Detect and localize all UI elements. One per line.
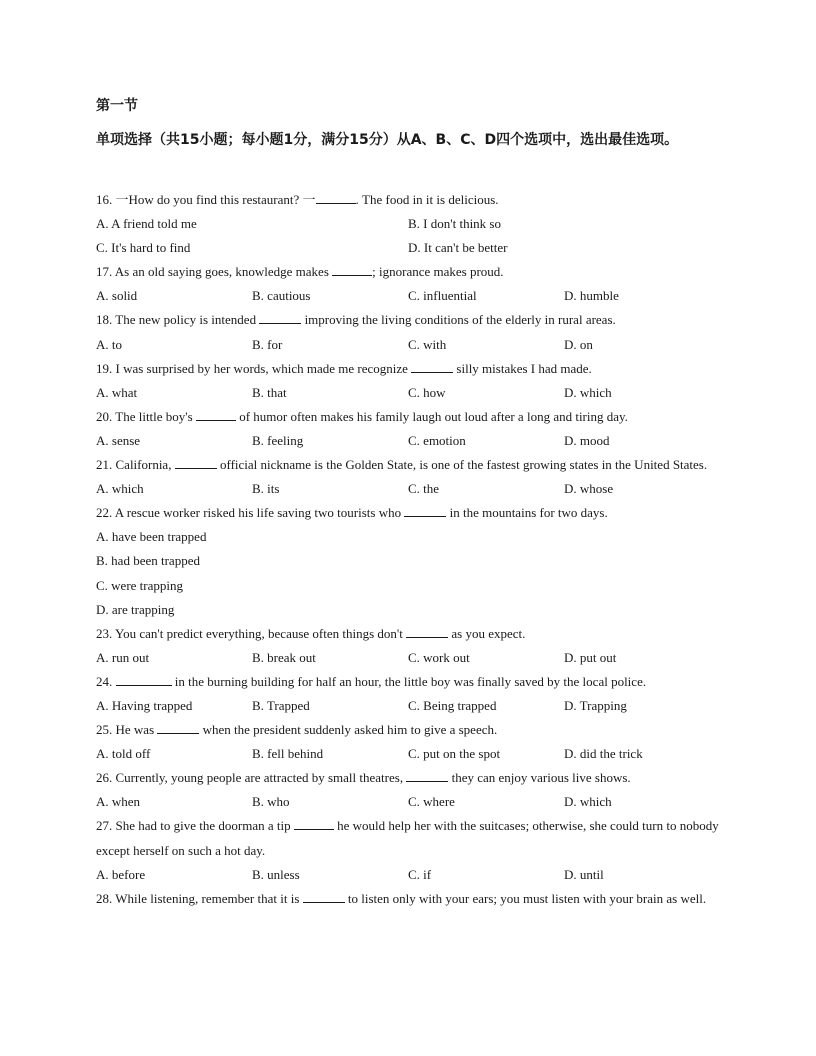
question-stem	[96, 622, 724, 646]
stem-text: 17. As an old saying goes, knowledge makes	[96, 264, 333, 280]
option-b: B. Trapped	[252, 697, 310, 713]
stem-text: improving the living conditions of the elderly in rural areas.	[301, 312, 616, 328]
option-b: B. for	[252, 336, 283, 352]
answer-blank	[175, 454, 217, 469]
option-c: C. put on the spot	[408, 746, 501, 762]
option-b: B. its	[252, 481, 280, 497]
stem-text: of humor often makes his family laugh out loud after a long and tiring day.	[235, 408, 628, 424]
answer-blank	[332, 261, 372, 276]
question-stem	[96, 501, 724, 525]
option-c: C. where	[408, 794, 455, 810]
question-item	[96, 622, 724, 670]
stem-text: silly mistakes I had made.	[453, 360, 592, 376]
option-a: A. A friend told me	[96, 216, 197, 232]
option-d: D. which	[564, 794, 612, 810]
question-item	[96, 670, 724, 718]
answer-blank	[196, 406, 236, 421]
question-item	[96, 405, 724, 453]
option-d: D. which	[564, 384, 612, 400]
answer-blank	[303, 888, 345, 903]
option-d: D. put out	[564, 649, 617, 665]
stem-text: 16. 一How do you find this restaurant? 一	[96, 192, 316, 207]
option-a: A. have been trapped	[96, 529, 207, 545]
question-stem	[96, 766, 724, 790]
option-a: A. which	[96, 481, 144, 497]
question-item	[96, 260, 724, 308]
options-row	[96, 790, 724, 814]
option-c: C. influential	[408, 288, 477, 304]
option-b: B. fell behind	[252, 746, 324, 762]
stem-text: 21. California,	[96, 457, 175, 473]
stem-text: 20. The little boy's	[96, 408, 196, 424]
stem-text: 18. The new policy is intended	[96, 312, 260, 328]
options-row	[96, 284, 724, 308]
stem-text: to listen only with your ears; you must listen with your brain as well.	[344, 890, 707, 906]
question-item	[96, 357, 724, 405]
question-stem	[96, 260, 724, 284]
stem-text: when the president suddenly asked him to give a speech.	[199, 722, 498, 738]
options-row	[96, 598, 724, 622]
options-row	[96, 525, 724, 549]
option-d: D. humble	[564, 288, 619, 304]
stem-text: 22. A rescue worker risked his life saving two tourists who	[96, 505, 405, 521]
stem-text: 23. You can't predict everything, because often things don't	[96, 625, 407, 641]
stem-text: 24.	[96, 673, 116, 689]
question-list	[96, 188, 724, 911]
option-d: D. It can't be better	[408, 240, 508, 256]
option-d: D. mood	[564, 432, 610, 448]
option-a: A. when	[96, 794, 141, 810]
stem-text: 27. She had to give the doorman a tip	[96, 818, 294, 834]
question-stem	[96, 188, 724, 212]
question-item	[96, 887, 724, 911]
option-d: D. until	[564, 866, 604, 882]
option-b: B. cautious	[252, 288, 311, 304]
question-item	[96, 188, 724, 260]
answer-blank	[116, 671, 172, 686]
option-b: B. unless	[252, 866, 300, 882]
question-stem	[96, 357, 724, 381]
stem-text: ; ignorance makes proud.	[372, 264, 504, 280]
option-c: C. how	[408, 384, 446, 400]
option-d: D. on	[564, 336, 593, 352]
question-stem	[96, 405, 724, 429]
option-b: B. that	[252, 384, 287, 400]
option-b: B. I don't think so	[408, 216, 501, 232]
stem-text: . The food in it is delicious.	[355, 192, 499, 207]
stem-text: 25. He was	[96, 722, 158, 738]
option-b: B. feeling	[252, 432, 304, 448]
stem-text: in the burning building for half an hour, the little boy was finally saved by the local police.	[171, 673, 647, 689]
stem-text: 28. While listening, remember that it is	[96, 890, 303, 906]
option-c: C. the	[408, 481, 440, 497]
stem-text: in the mountains for two days.	[446, 505, 608, 521]
option-c: C. if	[408, 866, 432, 882]
question-item	[96, 501, 724, 621]
option-a: A. to	[96, 336, 122, 352]
options-row	[96, 574, 724, 598]
options-row	[96, 333, 724, 357]
option-a: A. Having trapped	[96, 697, 193, 713]
options-row	[96, 212, 724, 236]
question-stem	[96, 887, 724, 911]
answer-blank	[157, 719, 199, 734]
stem-text: official nickname is the Golden State, is one of the fastest growing states in the United States.	[216, 457, 708, 473]
stem-text: he would help her with the suitcases; otherwise, she could turn to nobody except herself on such a hot day.	[96, 818, 719, 858]
stem-text: 26. Currently, young people are attracted by small theatres,	[96, 770, 407, 786]
options-row	[96, 863, 724, 887]
option-a: A. what	[96, 384, 138, 400]
question-stem	[96, 670, 724, 694]
option-a: A. run out	[96, 649, 150, 665]
section-instructions: 单项选择（共15小题；每小题1分，满分15分）从A、B、C、D四个选项中，选出最佳选项。	[96, 132, 679, 148]
option-b: B. had been trapped	[96, 553, 200, 569]
option-a: A. solid	[96, 288, 138, 304]
option-d: D. whose	[564, 481, 614, 497]
question-item	[96, 718, 724, 766]
answer-blank	[404, 502, 446, 517]
question-item	[96, 766, 724, 814]
option-d: D. Trapping	[564, 697, 627, 713]
option-c: C. with	[408, 336, 447, 352]
options-row	[96, 381, 724, 405]
options-row	[96, 236, 724, 260]
option-c: C. Being trapped	[408, 697, 497, 713]
question-item	[96, 814, 724, 886]
question-stem	[96, 308, 724, 332]
answer-blank	[406, 623, 448, 638]
question-stem	[96, 718, 724, 742]
options-row	[96, 742, 724, 766]
option-a: A. before	[96, 866, 146, 882]
question-stem	[96, 453, 724, 477]
answer-blank	[316, 189, 356, 204]
option-b: B. break out	[252, 649, 316, 665]
option-c: C. It's hard to find	[96, 240, 191, 256]
options-row	[96, 477, 724, 501]
option-a: A. told off	[96, 746, 151, 762]
answer-blank	[294, 815, 334, 830]
question-item	[96, 453, 724, 501]
options-row	[96, 549, 724, 573]
answer-blank	[259, 309, 301, 324]
option-c: C. work out	[408, 649, 470, 665]
options-row	[96, 694, 724, 718]
answer-blank	[411, 358, 453, 373]
options-row	[96, 646, 724, 670]
option-d: D. did the trick	[564, 746, 643, 762]
option-d: D. are trapping	[96, 601, 175, 617]
options-row	[96, 429, 724, 453]
option-c: C. emotion	[408, 432, 466, 448]
section-title: 第一节	[96, 98, 138, 114]
option-c: C. were trapping	[96, 577, 184, 593]
option-a: A. sense	[96, 432, 141, 448]
answer-blank	[406, 767, 448, 782]
option-b: B. who	[252, 794, 290, 810]
question-stem	[96, 814, 724, 862]
stem-text: 19. I was surprised by her words, which made me recognize	[96, 360, 412, 376]
stem-text: they can enjoy various live shows.	[448, 770, 631, 786]
question-item	[96, 308, 724, 356]
stem-text: as you expect.	[448, 625, 526, 641]
